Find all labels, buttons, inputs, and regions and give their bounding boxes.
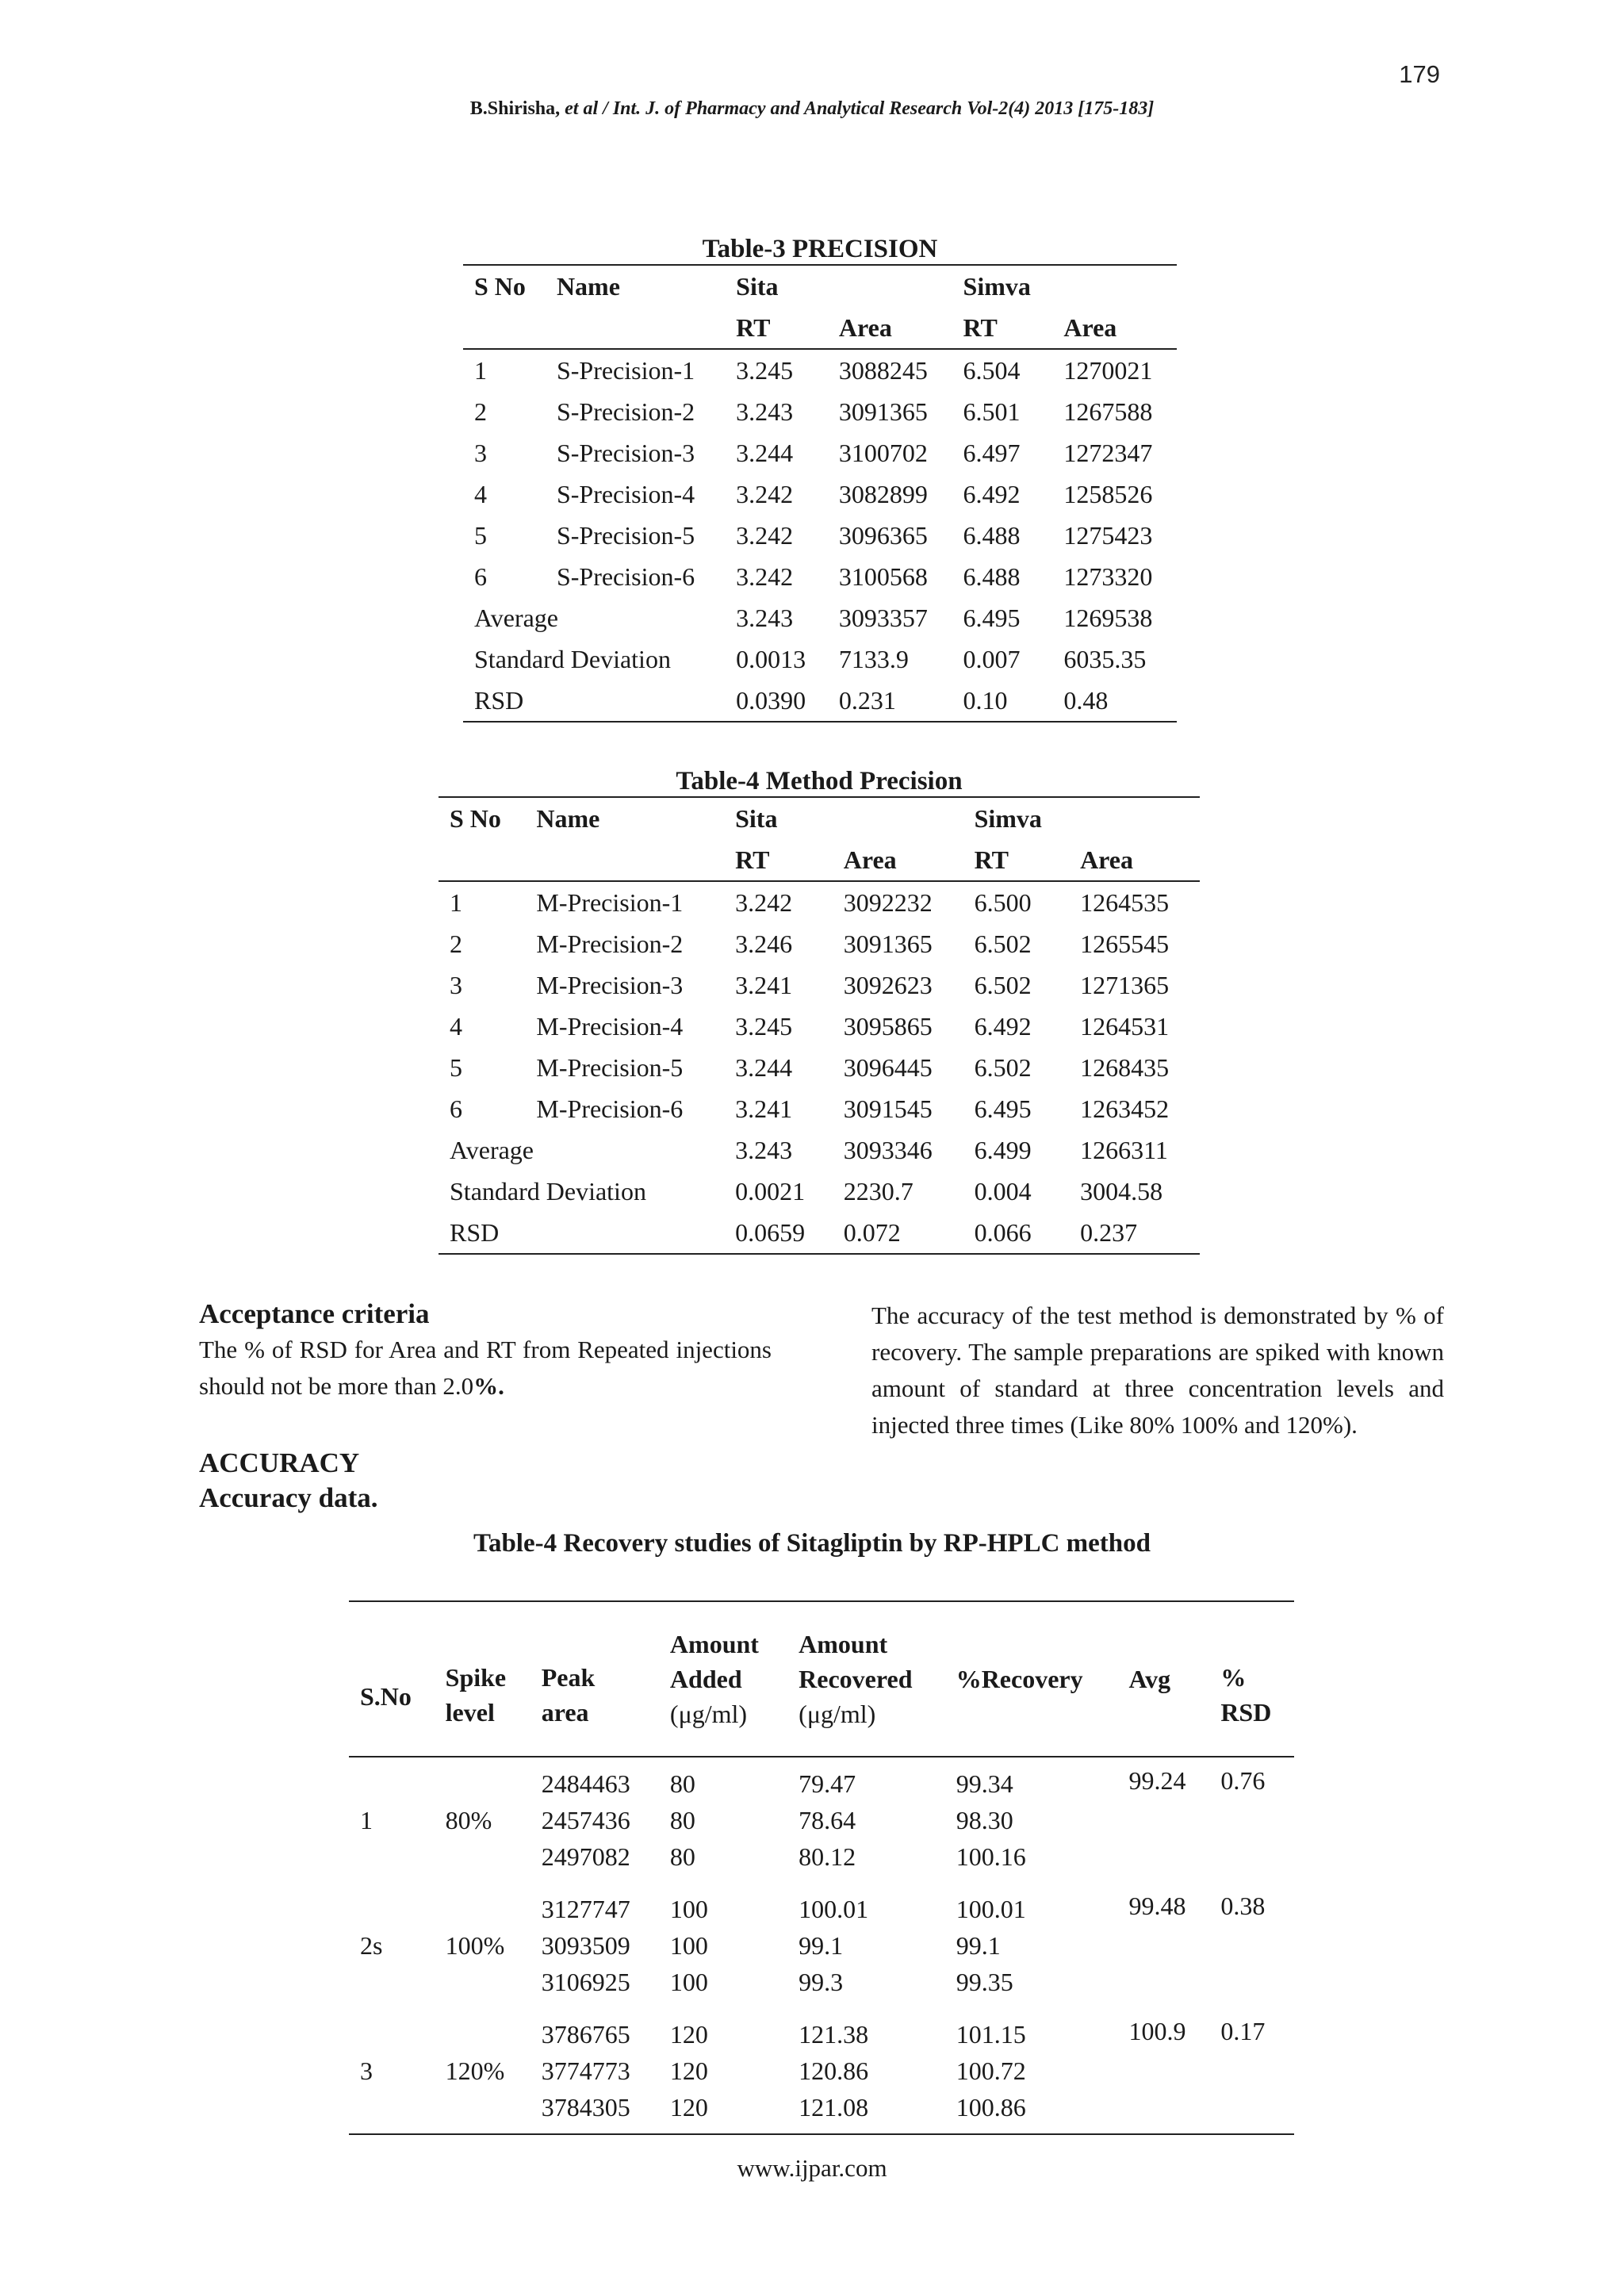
recovered-value: 99.1 (799, 1931, 844, 1960)
cell-sita-area: 3091545 (843, 1094, 933, 1123)
cell-name: S-Precision-1 (556, 355, 695, 385)
table4-caption: Table-4 Method Precision (676, 767, 963, 795)
cell-simva-rt: 6.488 (963, 562, 1021, 591)
recovered-value: 99.3 (799, 1968, 844, 1996)
cell-sita-area: 0.231 (828, 680, 952, 722)
cell-sno: 3 (474, 438, 487, 467)
cell-simva-area: 1273320 (1063, 562, 1153, 591)
cell-sno: 4 (450, 1011, 462, 1041)
recovery-table-block (349, 1600, 1294, 2135)
table-row (439, 1088, 1200, 1129)
cell-name: M-Precision-4 (536, 1011, 684, 1041)
cell-simva-rt: 6.492 (974, 1011, 1032, 1041)
recovered-value: 121.08 (799, 2093, 869, 2122)
cell-sno: 6 (474, 562, 487, 591)
table-row (349, 1757, 1294, 1883)
cell-sno: 2s (360, 1931, 383, 1960)
cell-sita-area: 0.072 (833, 1212, 963, 1254)
cell-sno: 1 (450, 887, 462, 917)
table3-block (463, 235, 1177, 723)
summary-row (439, 1171, 1200, 1212)
summary-row (439, 1212, 1200, 1254)
cell-sita-area: 3100568 (838, 562, 928, 591)
col-header-sno: S No (439, 797, 525, 839)
cell-simva-area: 0.48 (1052, 680, 1177, 722)
col-header-avg: Avg (1117, 1601, 1209, 1757)
cell-recovered (787, 1883, 945, 2008)
cell-sita-rt: 0.0021 (735, 1176, 806, 1205)
table4-block (439, 767, 1200, 1255)
col-header-rsd-line1: % (1220, 1663, 1247, 1692)
cell-sita-rt: 3.242 (736, 562, 794, 591)
cell-simva-rt: 0.10 (952, 680, 1053, 722)
col-header-sno: S.No (349, 1601, 435, 1757)
cell-sita-rt: 3.243 (735, 1135, 793, 1164)
cell-sita-rt: 3.244 (736, 438, 794, 467)
accuracy-paragraph: The accuracy of the test method is demonstrated by % of recovery. The sample preparations are spiked with known amount of standard at three concentration levels and injected three times (Like 80% 100% and 120%). (871, 1301, 1444, 1439)
col-header-peak-line2: area (541, 1698, 589, 1727)
peak-value: 2497082 (541, 1842, 630, 1871)
col-header-added-line2: Added (669, 1665, 742, 1693)
cell-simva-area: 3004.58 (1080, 1176, 1163, 1205)
cell-sno: 6 (450, 1094, 462, 1123)
col-header-spike-line1: Spike (445, 1663, 507, 1692)
cell-added (659, 1883, 787, 2008)
cell-sita-area: 3082899 (838, 479, 928, 508)
cell-sita-rt: 3.241 (735, 1094, 793, 1123)
col-header-sita-area: Area (833, 839, 963, 881)
table-row (463, 473, 1177, 515)
col-header-added-line1: Amount (669, 1630, 759, 1658)
cell-simva-rt: 6.502 (974, 929, 1032, 958)
cell-simva-rt: 6.502 (974, 970, 1032, 999)
cell-sita-area: 3088245 (838, 355, 928, 385)
peak-value: 3786765 (541, 2020, 630, 2049)
recovery-table (349, 1600, 1294, 2135)
col-header-sita-area: Area (828, 307, 952, 349)
summary-row (439, 1129, 1200, 1171)
cell-sita-rt: 3.242 (735, 887, 793, 917)
col-header-amount-recovered (787, 1601, 945, 1757)
summary-label: RSD (439, 1212, 724, 1254)
cell-sita-rt: 3.244 (735, 1052, 793, 1082)
recovered-value: 80.12 (799, 1842, 856, 1871)
cell-sita-rt: 3.246 (735, 929, 793, 958)
pct-value: 99.1 (956, 1931, 1001, 1960)
cell-recovered (787, 2008, 945, 2134)
col-header-simva-area: Area (1052, 307, 1177, 349)
col-header-spike-level (435, 1601, 530, 1757)
table-subheader-row (439, 839, 1200, 881)
pct-value: 99.35 (956, 1968, 1013, 1996)
cell-sita-area: 3093346 (843, 1135, 933, 1164)
col-header-simva: Simva (963, 797, 1069, 839)
cell-spike: 120% (435, 2008, 530, 2134)
table-row (463, 391, 1177, 432)
cell-name: S-Precision-3 (556, 438, 695, 467)
cell-simva-rt: 0.066 (963, 1212, 1069, 1254)
table-row (439, 881, 1200, 923)
running-header-journal: et al / Int. J. of Pharmacy and Analytical Research Vol-2(4) 2013 [175-183] (565, 98, 1155, 119)
cell-sita-rt: 0.0013 (736, 644, 806, 673)
cell-name: M-Precision-1 (536, 887, 684, 917)
accuracy-heading: ACCURACY (199, 1447, 360, 1478)
left-column (199, 1298, 772, 1514)
cell-rsd: 0.76 (1220, 1766, 1266, 1795)
cell-simva-rt: 0.007 (963, 644, 1021, 673)
cell-simva-rt: 6.499 (974, 1135, 1032, 1164)
col-header-peak-area (530, 1601, 659, 1757)
cell-simva-area: 1270021 (1063, 355, 1153, 385)
table-subheader-row (463, 307, 1177, 349)
col-header-rec-line2: Recovered (799, 1665, 913, 1693)
table4 (439, 796, 1200, 1255)
cell-simva-rt: 6.492 (963, 479, 1021, 508)
col-header-rec-line1: Amount (799, 1630, 888, 1658)
cell-simva-area: 6035.35 (1063, 644, 1147, 673)
cell-sita-rt: 3.245 (735, 1011, 793, 1041)
cell-sita-rt: 3.243 (736, 397, 794, 426)
col-header-simva-rt: RT (952, 307, 1053, 349)
col-header-name: Name (546, 265, 725, 307)
cell-simva-area: 1268435 (1080, 1052, 1170, 1082)
col-header-sita: Sita (724, 797, 833, 839)
table-header-row (439, 797, 1200, 839)
cell-rsd: 0.17 (1209, 2008, 1294, 2134)
col-header-added-unit: (μg/ml) (669, 1700, 748, 1728)
acceptance-text-percent: %. (473, 1372, 504, 1400)
table-row (463, 432, 1177, 473)
cell-sno: 1 (360, 1806, 373, 1834)
acceptance-criteria-heading: Acceptance criteria (199, 1298, 430, 1329)
summary-row (463, 597, 1177, 638)
cell-sita-area: 3092232 (843, 887, 933, 917)
table-row (463, 349, 1177, 391)
cell-name: M-Precision-2 (536, 929, 684, 958)
pct-value: 100.86 (956, 2093, 1026, 2122)
cell-simva-rt: 6.502 (974, 1052, 1032, 1082)
cell-pct-recovery (945, 2008, 1118, 2134)
cell-sno: 2 (474, 397, 487, 426)
summary-row (463, 638, 1177, 680)
table-row (439, 1006, 1200, 1047)
cell-simva-rt: 0.004 (974, 1176, 1032, 1205)
table-row (439, 1047, 1200, 1088)
cell-sno: 5 (450, 1052, 462, 1082)
footer-url[interactable]: www.ijpar.com (737, 2154, 887, 2182)
cell-name: S-Precision-2 (556, 397, 695, 426)
cell-pct-recovery (945, 1757, 1118, 1883)
cell-avg: 99.48 (1128, 1892, 1186, 1920)
cell-name: S-Precision-4 (556, 479, 695, 508)
cell-spike: 100% (445, 1931, 505, 1960)
cell-sita-area: 3093357 (838, 603, 928, 632)
summary-label: RSD (463, 680, 725, 722)
col-header-sita-rt: RT (725, 307, 828, 349)
cell-simva-area: 1269538 (1063, 603, 1153, 632)
cell-simva-area: 1264535 (1080, 887, 1170, 917)
cell-simva-rt: 6.495 (963, 603, 1021, 632)
cell-sno: 3 (349, 2008, 435, 2134)
cell-sita-area: 3095865 (843, 1011, 933, 1041)
table-header-row (463, 265, 1177, 307)
pct-value: 100.01 (956, 1895, 1026, 1923)
recovered-value: 78.64 (799, 1806, 856, 1834)
peak-value: 3774773 (541, 2056, 630, 2085)
peak-value: 3784305 (541, 2093, 630, 2122)
cell-simva-area: 1267588 (1063, 397, 1153, 426)
cell-sno: 3 (450, 970, 462, 999)
cell-peak (530, 1883, 659, 2008)
cell-peak (530, 1757, 659, 1883)
cell-simva-area: 1275423 (1063, 520, 1153, 550)
table-row (463, 515, 1177, 556)
cell-simva-area: 1265545 (1080, 929, 1170, 958)
summary-label: Standard Deviation (450, 1176, 646, 1205)
acceptance-criteria-text (199, 1332, 772, 1405)
added-value: 80 (669, 1769, 695, 1798)
cell-sita-rt: 3.245 (736, 355, 794, 385)
cell-sita-rt: 0.0390 (725, 680, 828, 722)
col-header-peak-line1: Peak (541, 1663, 596, 1692)
cell-sita-area: 7133.9 (838, 644, 909, 673)
table-row (463, 556, 1177, 597)
col-header-rsd-line2: RSD (1220, 1698, 1272, 1727)
cell-sno: 4 (474, 479, 487, 508)
added-value: 100 (669, 1968, 708, 1996)
cell-added (659, 1757, 787, 1883)
cell-recovered (787, 1757, 945, 1883)
cell-simva-rt: 6.500 (974, 887, 1032, 917)
col-header-sita-rt: RT (724, 839, 833, 881)
table-row (439, 964, 1200, 1006)
added-value: 120 (669, 2056, 708, 2085)
cell-rsd: 0.38 (1220, 1892, 1266, 1920)
cell-simva-rt: 6.497 (963, 438, 1021, 467)
col-header-simva-area: Area (1069, 839, 1200, 881)
added-value: 120 (669, 2093, 708, 2122)
summary-label: Average (450, 1135, 534, 1164)
table3-caption: Table-3 PRECISION (702, 235, 938, 263)
cell-sno: 1 (474, 355, 487, 385)
cell-sita-area: 3096365 (838, 520, 928, 550)
peak-value: 2484463 (541, 1769, 630, 1798)
running-header-author: B.Shirisha, (469, 98, 565, 119)
pct-value: 100.16 (956, 1842, 1026, 1871)
cell-simva-area: 1271365 (1080, 970, 1170, 999)
recovery-table-caption: Table-4 Recovery studies of Sitagliptin by RP-HPLC method (473, 1529, 1151, 1558)
col-header-sno: S No (463, 265, 546, 307)
col-header-pct-recovery: %Recovery (945, 1601, 1118, 1757)
added-value: 100 (669, 1931, 708, 1960)
running-header (0, 98, 1624, 120)
cell-sita-area: 3100702 (838, 438, 928, 467)
col-header-spike-line2: level (445, 1698, 495, 1727)
acceptance-text-main: The % of RSD for Area and RT from Repeated injections should not be more than 2.0 (199, 1336, 772, 1400)
cell-simva-area: 1266311 (1080, 1135, 1168, 1164)
table-row (439, 923, 1200, 964)
col-header-pct-rsd (1209, 1601, 1294, 1757)
col-header-rec-unit: (μg/ml) (799, 1700, 876, 1728)
cell-sita-area: 3091365 (838, 397, 928, 426)
col-header-amount-added (659, 1601, 787, 1757)
cell-spike: 80% (445, 1806, 492, 1834)
peak-value: 3106925 (541, 1968, 630, 1996)
col-header-simva: Simva (952, 265, 1053, 307)
cell-simva-rt: 6.504 (963, 355, 1021, 385)
table-row (349, 1883, 1294, 2008)
cell-sita-rt: 3.241 (735, 970, 793, 999)
cell-name: M-Precision-3 (536, 970, 684, 999)
cell-sno: 2 (450, 929, 462, 958)
pct-value: 98.30 (956, 1806, 1013, 1834)
cell-simva-area: 1258526 (1063, 479, 1153, 508)
accuracy-data-heading: Accuracy data. (199, 1482, 378, 1513)
cell-sita-area: 3096445 (843, 1052, 933, 1082)
recovered-value: 121.38 (799, 2020, 869, 2049)
cell-sita-rt: 3.243 (736, 603, 794, 632)
cell-sno: 5 (474, 520, 487, 550)
recovered-value: 100.01 (799, 1895, 869, 1923)
cell-peak (530, 2008, 659, 2134)
cell-avg: 99.24 (1128, 1766, 1186, 1795)
cell-simva-rt: 6.501 (963, 397, 1021, 426)
cell-simva-area: 1263452 (1080, 1094, 1170, 1123)
cell-name: M-Precision-5 (536, 1052, 684, 1082)
cell-simva-area: 1272347 (1063, 438, 1153, 467)
added-value: 80 (669, 1806, 695, 1834)
cell-name: S-Precision-5 (556, 520, 695, 550)
pct-value: 101.15 (956, 2020, 1026, 2049)
cell-simva-area: 1264531 (1080, 1011, 1170, 1041)
cell-pct-recovery (945, 1883, 1118, 2008)
page-number: 179 (1399, 60, 1440, 88)
added-value: 80 (669, 1842, 695, 1871)
recovered-value: 120.86 (799, 2056, 869, 2085)
pct-value: 99.34 (956, 1769, 1013, 1798)
added-value: 120 (669, 2020, 708, 2049)
cell-simva-rt: 6.488 (963, 520, 1021, 550)
peak-value: 2457436 (541, 1806, 630, 1834)
cell-sita-area: 2230.7 (843, 1176, 914, 1205)
summary-row (463, 680, 1177, 722)
cell-added (659, 2008, 787, 2134)
cell-sita-area: 3092623 (843, 970, 933, 999)
pct-value: 100.72 (956, 2056, 1026, 2085)
cell-sita-rt: 3.242 (736, 520, 794, 550)
cell-sita-area: 3091365 (843, 929, 933, 958)
peak-value: 3093509 (541, 1931, 630, 1960)
table-row (349, 2008, 1294, 2134)
summary-label: Average (474, 603, 558, 632)
col-header-name: Name (525, 797, 724, 839)
recovered-value: 79.47 (799, 1769, 856, 1798)
table-header-row (349, 1601, 1294, 1757)
cell-simva-rt: 6.495 (974, 1094, 1032, 1123)
peak-value: 3127747 (541, 1895, 630, 1923)
cell-name: M-Precision-6 (536, 1094, 684, 1123)
cell-avg: 100.9 (1117, 2008, 1209, 2134)
cell-name: S-Precision-6 (556, 562, 695, 591)
table3 (463, 264, 1177, 723)
cell-sita-rt: 0.0659 (724, 1212, 833, 1254)
cell-sita-rt: 3.242 (736, 479, 794, 508)
summary-label: Standard Deviation (474, 644, 671, 673)
col-header-simva-rt: RT (963, 839, 1069, 881)
added-value: 100 (669, 1895, 708, 1923)
col-header-sita: Sita (725, 265, 828, 307)
cell-simva-area: 0.237 (1069, 1212, 1200, 1254)
